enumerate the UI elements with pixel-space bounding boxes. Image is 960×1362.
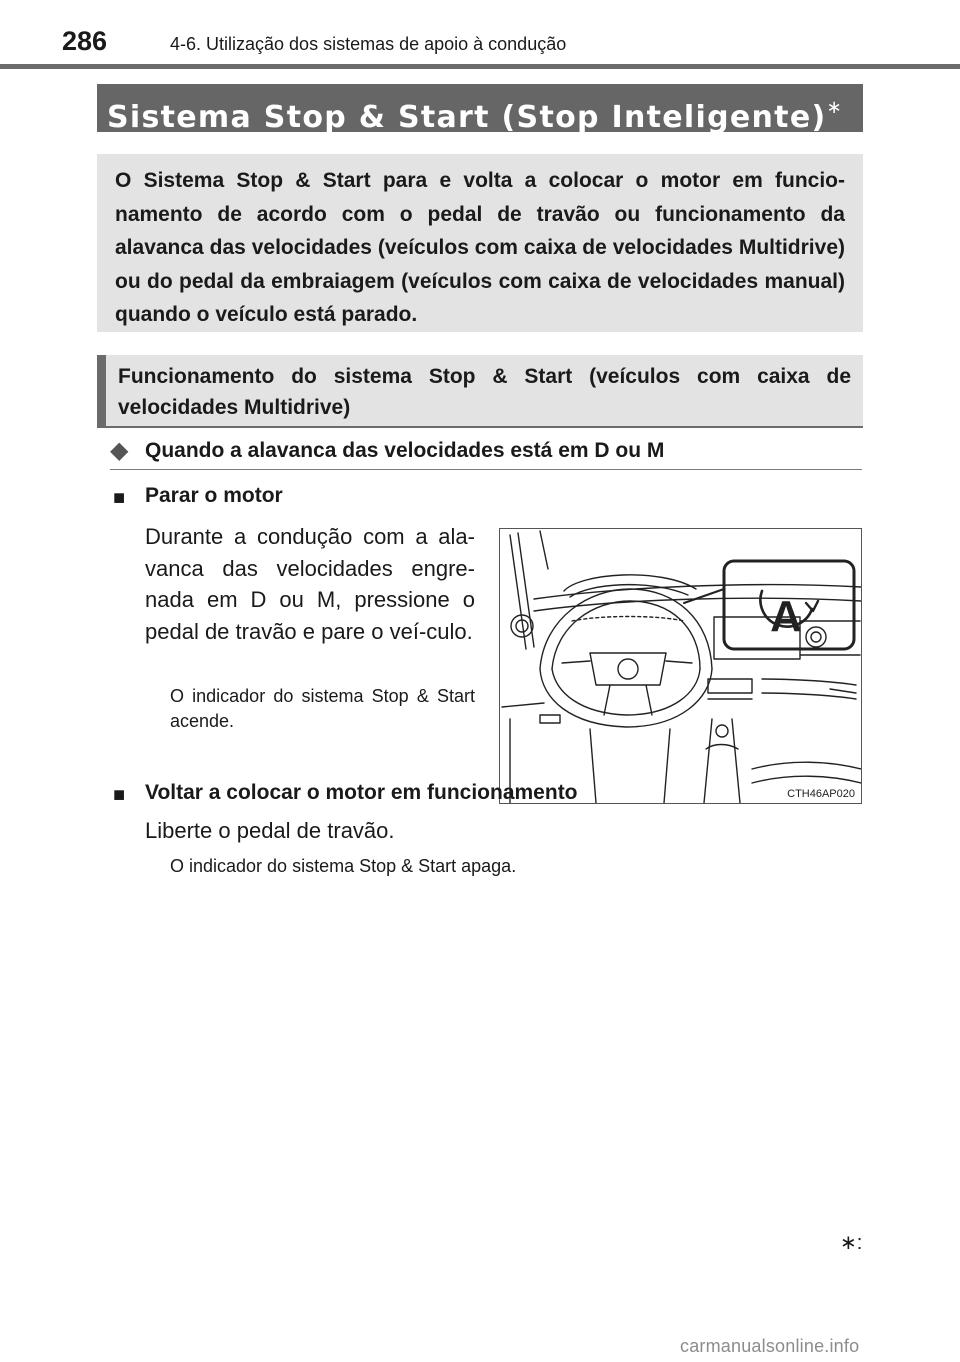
lower-dash-left	[502, 703, 544, 707]
item-heading-text: Parar o motor	[145, 484, 283, 507]
watermark: carmanualsonline.info	[680, 1336, 860, 1356]
subsection-heading-text: Quando a alavanca das velocidades está em D ou M	[145, 439, 665, 462]
item-heading-text: Voltar a colocar o motor em funcionamento	[145, 781, 578, 804]
intro-box	[97, 154, 863, 332]
callout-letter: A	[770, 592, 802, 641]
right-vent	[806, 627, 826, 647]
step-text-stop-engine: Durante a condução com a ala-vanca das velocidades engre-nada em D ou M, pressione o pedal de travão e pare o veí-culo.	[145, 524, 475, 644]
header-rule	[0, 64, 960, 69]
diamond-bullet-icon: ◆	[110, 437, 129, 464]
title-asterisk-marker: ∗	[826, 97, 843, 118]
section-title-bar	[97, 84, 863, 135]
section-heading-box	[97, 355, 863, 427]
page-number: 286	[62, 26, 108, 56]
steering-hub	[590, 653, 666, 685]
gear-lever	[704, 719, 712, 803]
subsection-rule	[110, 469, 862, 470]
pillar-short	[540, 531, 548, 569]
subsection-heading	[110, 437, 862, 471]
note-text-stop-engine: O indicador do sistema Stop & Start acende.	[170, 686, 475, 731]
radio-panel	[708, 679, 752, 693]
section-heading-text: Funcionamento do sistema Stop & Start (veículos com caixa de velocidades Multidrive)	[118, 365, 851, 419]
callout-leader	[684, 589, 724, 603]
footnote-marker: ∗:	[840, 1232, 863, 1254]
dashboard-figure	[499, 528, 862, 804]
chapter-title: 4-6. Utilização dos sistemas de apoio à condução	[170, 34, 567, 54]
seat-edge	[752, 762, 861, 769]
note-text-restart-engine: O indicador do sistema Stop & Start apaga.	[170, 856, 517, 876]
page-header	[0, 0, 960, 70]
page-title: Sistema Stop & Start (Stop Inteligente)	[107, 100, 827, 135]
figure-code: CTH46AP020	[787, 788, 855, 800]
square-bullet-icon: ■	[113, 784, 126, 806]
step-text-restart-engine: Liberte o pedal de travão.	[145, 818, 395, 843]
dashboard-illustration	[500, 529, 861, 803]
dashboard-top	[534, 585, 861, 599]
square-bullet-icon: ■	[113, 487, 126, 509]
intro-text: O Sistema Stop & Start para e volta a colocar o motor em funcio-namento de acordo com o pedal de travão ou funcionamento da alavanca das velocidades (veículos com caixa de velocidades Multidrive) ou do pedal da embraiagem (veículos com caixa de velocidades manual) quando o veículo está parado.	[115, 169, 845, 326]
section-bottom-rule	[97, 426, 863, 428]
